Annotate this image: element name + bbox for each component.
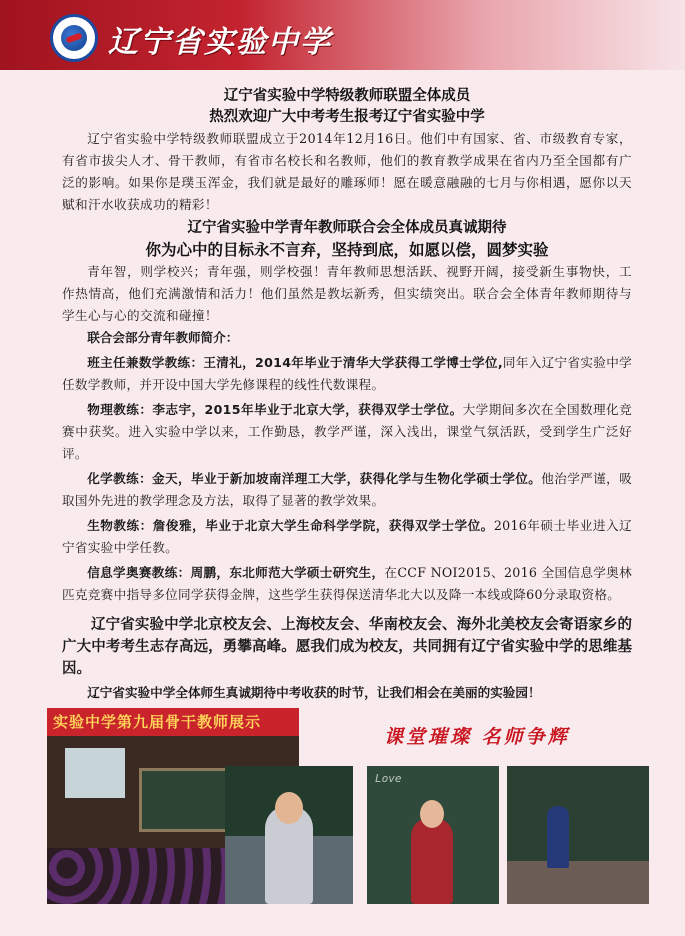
section2-title1: 辽宁省实验中学青年教师联合会全体成员真诚期待 <box>187 220 507 236</box>
teacher-profile-lead: 班主任兼数学教练：王清礼，2014年毕业于清华大学获得工学博士学位, <box>87 355 503 370</box>
projector-screen <box>65 748 125 798</box>
slogan-text: 课堂璀璨 名师争辉 <box>384 726 570 748</box>
teacher-head <box>275 792 303 824</box>
alumni-message: 辽宁省实验中学北京校友会、上海校友会、华南校友会、海外北美校友会寄语家乡的广大中考考生志存高远，勇攀高峰。愿我们成为校友，共同拥有辽宁省实验中学的思维基因。 <box>62 617 632 677</box>
teacher-profile-rest: 在CCF NOI2015、2016 全国信息学奥林匹克竞赛中指导多位同学获得金牌，这些学生获得保送清华北大以及降一本线或降60分录取资格。 <box>62 565 632 602</box>
section1-title1: 辽宁省实验中学特级教师联盟全体成员 <box>223 88 471 104</box>
teacher-profile <box>62 562 632 606</box>
section1-body: 辽宁省实验中学特级教师联盟成立于2014年12月16日。他们中有国家、省、市级教育专家，有省市拔尖人才、骨干教师，有省市名校长和名教师，他们的教育教学成果在省内乃至全国都有广泛的影响。如果你是璞玉浑金，我们就是最好的雕琢师！愿在暖意融融的七月与你相遇，愿你以天赋和汗水收获成功的精彩！ <box>62 131 632 212</box>
teacher-profile-lead: 化学教练：金天，毕业于新加坡南洋理工大学，获得化学与生物化学硕士学位。 <box>87 471 542 486</box>
teacher-profile-rest: 大学期间多次在全国数理化竞赛中获奖。进入实验中学以来，工作勤恳，教学严谨，深入浅出，课堂气氛活跃，受到学生广泛好评。 <box>62 402 632 461</box>
teacher-profile-lead: 信息学奥赛教练：周鹏，东北师范大学硕士研究生， <box>87 565 385 580</box>
teacher-profile <box>62 515 632 559</box>
teacher-profile <box>62 352 632 396</box>
event-banner: 实验中学第九届骨干教师展示 <box>47 708 299 736</box>
teacher-profile-lead: 生物教练：詹俊雅，毕业于北京大学生命科学学院，获得双学士学位。 <box>87 518 494 533</box>
school-logo-icon <box>50 14 98 62</box>
teacher-head <box>420 800 444 828</box>
teacher-profile-lead: 物理教练：李志宇，2015年毕业于北京大学，获得双学士学位。 <box>87 402 463 417</box>
school-name: 辽宁省实验中学 <box>108 25 332 60</box>
teacher-profile-rest: 2016年硕士毕业进入辽宁省实验中学任教。 <box>62 518 632 555</box>
teacher-photo-woman <box>367 766 499 904</box>
section1-title2: 热烈欢迎广大中考考生报考辽宁省实验中学 <box>209 109 485 125</box>
closing-message: 辽宁省实验中学全体师生真诚期待中考收获的时节，让我们相会在美丽的实验园！ <box>87 685 541 700</box>
article-body <box>62 86 632 704</box>
blackboard <box>139 768 231 832</box>
teacher-profile <box>62 399 632 465</box>
section2-title2: 你为心中的目标永不言弃，坚持到底，如愿以偿，圆梦实验 <box>145 241 549 259</box>
classroom-floor <box>507 861 649 904</box>
teacher-intro-label: 联合会部分青年教师简介： <box>87 330 239 345</box>
photo-collage <box>47 708 649 904</box>
teacher-figure <box>547 806 569 868</box>
teacher-profile <box>62 468 632 512</box>
header-banner <box>0 0 685 70</box>
teacher-profile-rest: 同年入辽宁省实验中学任数学教师，并开设中国大学先修课程的线性代数课程。 <box>62 355 632 392</box>
teacher-profile-rest: 他治学严谨，吸取国外先进的教学理念及方法，取得了显著的教学效果。 <box>62 471 633 508</box>
teacher-photo-board <box>507 766 649 904</box>
section2-body: 青年智，则学校兴；青年强，则学校强！青年教师思想活跃、视野开阔，接受新生事物快，工作热情高，他们充满激情和活力！他们虽然是教坛新秀，但实绩突出。联合会全体青年教师期待与学生心与心的交流和碰撞！ <box>62 264 632 323</box>
teacher-figure <box>411 818 453 904</box>
board-writing: Love <box>375 772 402 785</box>
teacher-photo-man <box>225 766 353 904</box>
